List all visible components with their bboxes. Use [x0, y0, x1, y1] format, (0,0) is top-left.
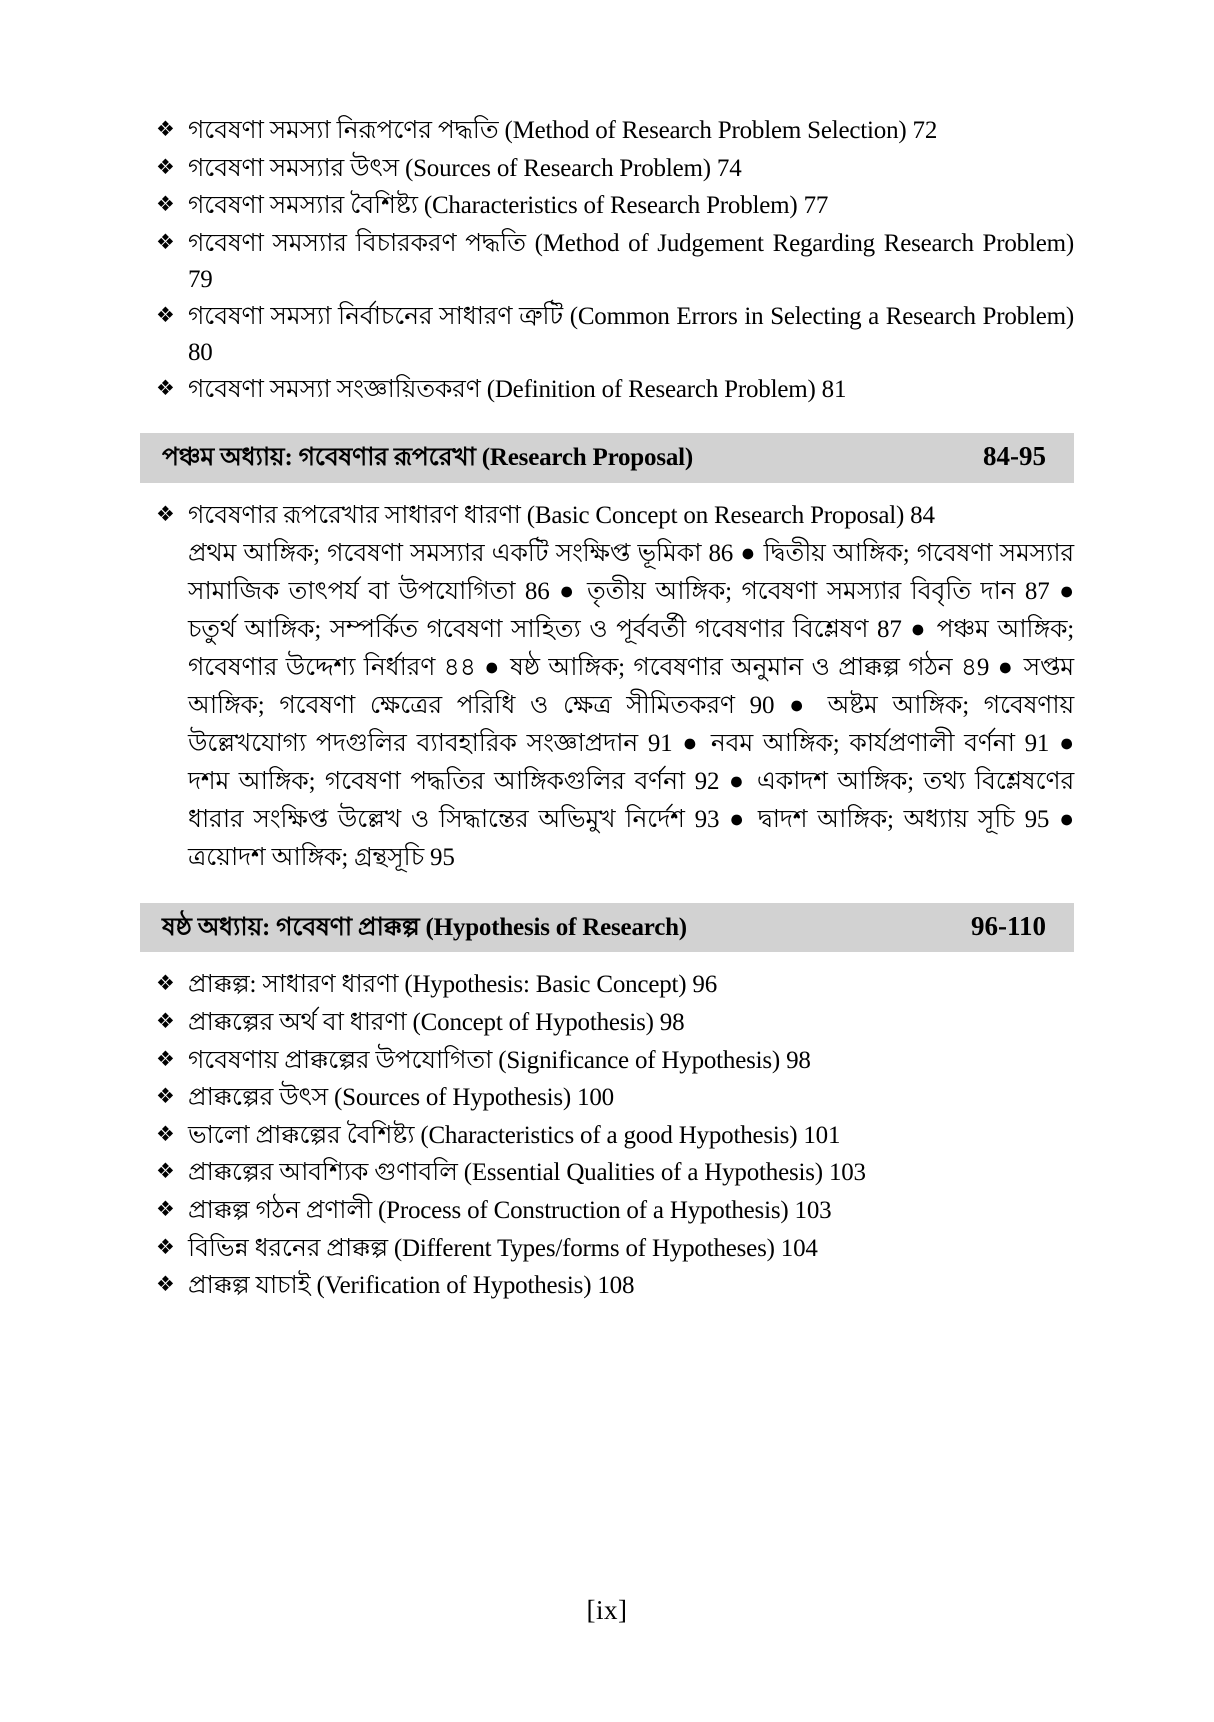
toc-entry-label: গবেষণা সমস্যা নিরূপণের পদ্ধতি (Method of Research Problem Selection) 72	[188, 117, 938, 144]
list-item	[140, 1154, 1074, 1190]
diamond-bullet-icon: ❖	[156, 303, 175, 328]
toc-entry-label: প্রাক্কল্পের অর্থ বা ধারণা (Concept of Hypothesis) 98	[188, 1008, 685, 1036]
toc-entry-label: গবেষণা সমস্যার বৈশিষ্ট্য (Characteristics of Research Problem) 77	[188, 192, 829, 220]
diamond-bullet-icon: ❖	[156, 229, 175, 254]
chapter-page-range: 84-95	[983, 441, 1046, 472]
toc-entry-label: প্রাক্কল্প: সাধারণ ধারণা (Hypothesis: Basic Concept) 96	[188, 971, 718, 999]
toc-entry-label: প্রাক্কল্প গঠন প্রণালী (Process of Construction of a Hypothesis) 103	[188, 1197, 832, 1225]
list-item	[140, 497, 1074, 533]
diamond-bullet-icon: ❖	[156, 1121, 175, 1146]
list-item	[140, 966, 1074, 1002]
toc-entry-label: গবেষণায় প্রাক্কল্পের উপযোগিতা (Significance of Hypothesis) 98	[188, 1046, 811, 1074]
diamond-bullet-icon: ❖	[156, 1234, 175, 1259]
chapter-title: পঞ্চম অধ্যায়: গবেষণার রূপরেখা (Research Proposal)	[162, 444, 694, 472]
toc-list-continued	[140, 112, 1074, 407]
toc-entry-label: গবেষণার রূপরেখার সাধারণ ধারণা (Basic Concept on Research Proposal) 84	[188, 501, 935, 529]
list-item	[140, 371, 1074, 407]
toc-list-chapter-five	[140, 497, 1074, 533]
list-item	[140, 1117, 1074, 1153]
list-item	[140, 1004, 1074, 1040]
toc-entry-label: গবেষণা সমস্যার উৎস (Sources of Research Problem) 74	[188, 154, 742, 182]
diamond-bullet-icon: ❖	[156, 971, 175, 996]
chapter-five-detail-paragraph: প্রথম আঙ্গিক; গবেষণা সমস্যার একটি সংক্ষিপ্ত ভূমিকা 86 ● দ্বিতীয় আঙ্গিক; গবেষণা সমস্যার সামাজিক তাৎপর্য বা উপযোগিতা 86 ● তৃতীয় আঙ্গিক; গবেষণা সমস্যার বিবৃতি দান 87 ● চতুর্থ আঙ্গিক; সম্পর্কিত গবেষণা সাহিত্য ও পূর্ববর্তী গবেষণার বিশ্লেষণ 87 ● পঞ্চম আঙ্গিক; গবেষণার উদ্দেশ্য নির্ধারণ ৪৪ ● ষষ্ঠ আঙ্গিক; গবেষণার অনুমান ও প্রাক্কল্প গঠন ৪9 ● সপ্তম আঙ্গিক; গবেষণা ক্ষেত্রের পরিধি ও ক্ষেত্র সীমিতকরণ 90 ● অষ্টম আঙ্গিক; গবেষণায় উল্লেখযোগ্য পদগুলির ব্যাবহারিক সংজ্ঞাপ্রদান 91 ● নবম আঙ্গিক; কার্যপ্রণালী বর্ণনা 91 ● দশম আঙ্গিক; গবেষণা পদ্ধতির আঙ্গিকগুলির বর্ণনা 92 ● একাদশ আঙ্গিক; তথ্য বিশ্লেষণের ধারার সংক্ষিপ্ত উল্লেখ ও সিদ্ধান্তের অভিমুখ নির্দেশ 93 ● দ্বাদশ আঙ্গিক; অধ্যায় সূচি 95 ● ত্রয়োদশ আঙ্গিক; গ্রন্থসূচি 95	[188, 539, 1074, 871]
list-item	[140, 1230, 1074, 1266]
list-item	[140, 1079, 1074, 1115]
diamond-bullet-icon: ❖	[156, 376, 175, 401]
toc-entry-label: গবেষণা সমস্যা সংজ্ঞায়িতকরণ (Definition of Research Problem) 81	[188, 376, 847, 404]
toc-entry-label: প্রাক্কল্প যাচাই (Verification of Hypothesis) 108	[188, 1272, 635, 1300]
diamond-bullet-icon: ❖	[156, 154, 175, 179]
list-item	[140, 112, 1074, 148]
list-item	[140, 225, 1074, 296]
diamond-bullet-icon: ❖	[156, 1159, 175, 1184]
list-item	[140, 1267, 1074, 1303]
diamond-bullet-icon: ❖	[156, 117, 175, 141]
diamond-bullet-icon: ❖	[156, 1197, 175, 1222]
list-item	[140, 150, 1074, 186]
toc-entry-label: প্রাক্কল্পের আবশ্যিক গুণাবলি (Essential Qualities of a Hypothesis) 103	[188, 1159, 866, 1187]
list-item	[140, 187, 1074, 223]
list-item	[140, 1042, 1074, 1078]
toc-entry-label: গবেষণা সমস্যার বিচারকরণ পদ্ধতি (Method of Judgement Regarding Research Problem) 79	[188, 229, 1074, 293]
list-item	[140, 1192, 1074, 1228]
chapter-title: ষষ্ঠ অধ্যায়: গবেষণা প্রাক্কল্প (Hypothesis of Research)	[162, 913, 687, 941]
diamond-bullet-icon: ❖	[156, 1046, 175, 1071]
chapter-header-research-proposal	[140, 433, 1074, 483]
toc-list-chapter-six	[140, 966, 1074, 1303]
diamond-bullet-icon: ❖	[156, 192, 175, 217]
toc-entry-label: ভালো প্রাক্কল্পের বৈশিষ্ট্য (Characteristics of a good Hypothesis) 101	[188, 1121, 841, 1149]
list-item	[140, 298, 1074, 369]
toc-entry-label: গবেষণা সমস্যা নির্বাচনের সাধারণ ত্রুটি (Common Errors in Selecting a Research Problem) 80	[188, 303, 1074, 366]
diamond-bullet-icon: ❖	[156, 1272, 175, 1297]
toc-entry-label: প্রাক্কল্পের উৎস (Sources of Hypothesis) 100	[188, 1084, 614, 1112]
page-number: [ix]	[586, 1595, 628, 1625]
chapter-page-range: 96-110	[970, 910, 1046, 941]
toc-entry-label: বিভিন্ন ধরনের প্রাক্কল্প (Different Types/forms of Hypotheses) 104	[188, 1234, 818, 1262]
chapter-header-hypothesis-of-research	[140, 903, 1074, 953]
page-content	[140, 112, 1074, 1303]
diamond-bullet-icon: ❖	[156, 1008, 175, 1033]
diamond-bullet-icon: ❖	[156, 501, 175, 526]
diamond-bullet-icon: ❖	[156, 1084, 175, 1109]
